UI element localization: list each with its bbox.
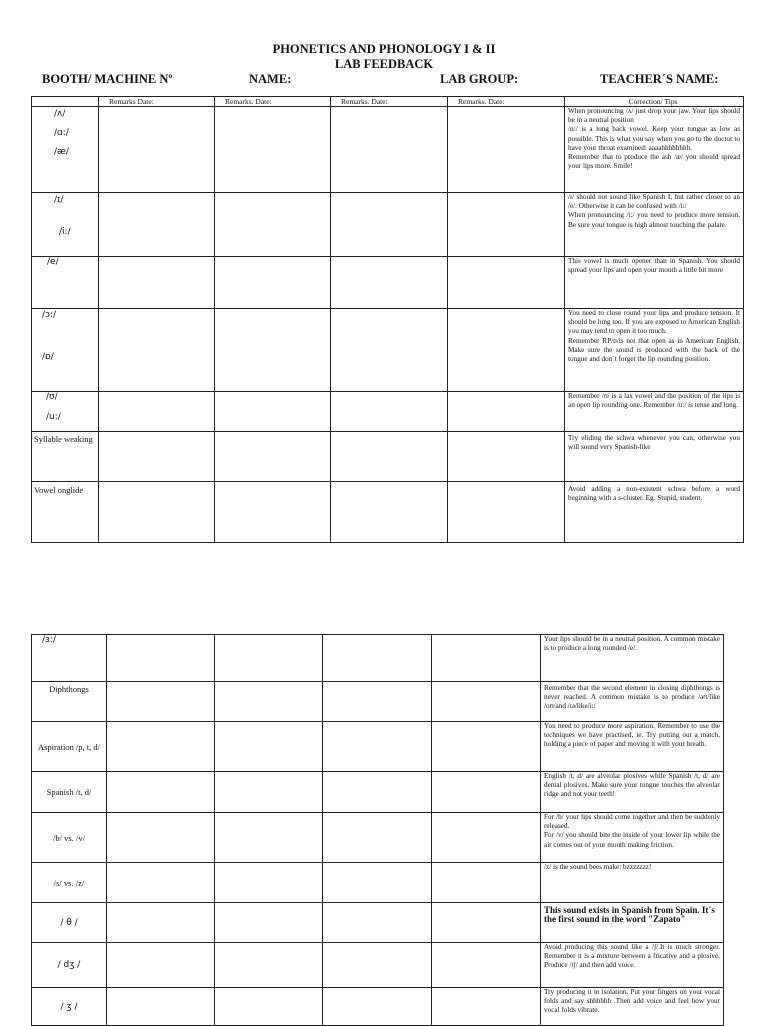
tip-text: Avoid adding a non-existent schwa before a word beginning with a s-cluster. Eg. Stupid, student. [568,485,740,503]
remarks-cell[interactable] [323,813,432,863]
remarks-cell[interactable] [448,257,565,309]
remarks-cell[interactable] [215,257,331,309]
remarks-cell[interactable] [448,309,565,392]
tip-text: /ɪ/ should not sound like Spanish I, but rather closer to an /e/. Otherwise it can be confused with /i:/ [568,193,740,211]
row-label [32,392,99,432]
row-label [32,943,107,988]
remarks-cell[interactable] [107,813,215,863]
tip-text: /ɑ:/ is a long back vowel. Keep your tongue as low as possible. This is what you say when you go to the doctor to have your throat examined: aaaahhhhhhhh. [568,125,740,152]
tip-cell [565,193,744,257]
phoneme-label: /ɒ/ [42,352,54,362]
feedback-table-consonants [31,634,724,1026]
table-row [32,943,724,988]
remarks-cell[interactable] [331,309,448,392]
column-header-blank [32,97,99,107]
column-header-remarks-3: Remarks. Date: [331,97,448,107]
row-label: Syllable weaking [32,432,99,482]
tip-text: Remember /ʊ/ is a lax vowel and the position of the lips is an open lip rounding one. Remember /u:/ is tense and long. [568,392,740,410]
table-row [32,813,724,863]
tip-cell [565,432,744,482]
phoneme-label: /ɜ:/ [42,635,56,645]
phoneme-label: /ʊ/ [46,392,58,402]
lab-group-label: LAB GROUP: [440,72,519,86]
remarks-cell[interactable] [99,107,215,193]
remarks-cell[interactable] [99,257,215,309]
remarks-cell[interactable] [331,432,448,482]
remarks-cell[interactable] [323,988,432,1026]
phoneme-label: /æ/ [54,147,69,157]
table-row [32,193,744,257]
remarks-cell[interactable] [215,482,331,543]
row-label: /b/ vs. /v/ [32,813,107,863]
table-row [32,309,744,392]
phoneme-label: / dʒ / [57,960,81,970]
row-label [32,903,107,943]
remarks-cell[interactable] [215,309,331,392]
remarks-cell[interactable] [331,107,448,193]
remarks-cell[interactable] [99,482,215,543]
tip-text: /z/ is the sound bees make: bzzzzzzz! [544,863,652,871]
tip-text: Your lips should be in a neutral position. A common mistake is to produce a long rounded /e/. [544,635,720,653]
remarks-cell[interactable] [432,772,541,813]
remarks-cell[interactable] [323,903,432,943]
remarks-cell[interactable] [107,903,215,943]
table-row [32,635,724,682]
remarks-cell[interactable] [107,772,215,813]
tip-cell [541,682,724,722]
phoneme-label: /u:/ [46,412,61,422]
remarks-cell[interactable] [107,988,215,1026]
remarks-cell[interactable] [331,482,448,543]
remarks-cell[interactable] [107,635,215,682]
tip-cell [541,722,724,772]
remarks-cell[interactable] [99,193,215,257]
tip-cell [541,772,724,813]
table-row [32,682,724,722]
remarks-cell[interactable] [107,943,215,988]
column-header-tips: Correction/ Tips [565,97,744,107]
table-row [32,482,744,543]
remarks-cell[interactable] [99,432,215,482]
table-row [32,432,744,482]
column-header-row [32,97,744,107]
remarks-cell[interactable] [323,943,432,988]
row-label: Spanish /t, d/ [32,772,107,813]
feedback-table-vowels [31,96,744,543]
remarks-cell[interactable] [215,432,331,482]
remarks-cell[interactable] [432,863,541,903]
phoneme-label: /i:/ [59,227,71,237]
tip-text: Avoid producing this sound like a /ʃ/.It is much stronger. Remember it is a mixture between a fricative and a plosive. Produce /tʃ/ and then add voice. [544,943,720,970]
remarks-cell[interactable] [448,107,565,193]
table-row [32,772,724,813]
row-label: Vowel onglide [32,482,99,543]
phoneme-label: /e/ [47,257,59,267]
phoneme-label: /ɔ:/ [42,310,57,320]
remarks-cell[interactable] [323,682,432,722]
phoneme-label: /ʌ/ [54,109,66,119]
tip-text: Remember that to produce the ash /æ/ you should spread your lips more. Smile! [568,153,740,171]
tip-cell [565,392,744,432]
remarks-cell[interactable] [215,943,323,988]
remarks-cell[interactable] [448,392,565,432]
row-label [32,257,99,309]
tip-text: Try eliding the schwa whenever you can, otherwise you will sound very Spanish-like [568,434,740,452]
remarks-cell[interactable] [331,392,448,432]
table-row [32,903,724,943]
column-header-remarks-2: Remarks. Date: [215,97,331,107]
document-title: PHONETICS AND PHONOLOGY I & II [272,42,496,56]
tip-text: Remember that the second element in closing diphthongs is never reached. A common mistake is to produce /əʊ/like /oʊ/and /ɪə/like/i:/ [544,684,720,711]
tip-text: When pronouncing /ʌ/ just drop your jaw. Your lips should be in a neutral position [568,107,740,125]
table-row [32,722,724,772]
phoneme-label: / θ / [60,917,78,928]
name-label: NAME: [249,72,292,86]
remarks-cell[interactable] [432,635,541,682]
remarks-cell[interactable] [448,482,565,543]
remarks-cell[interactable] [215,193,331,257]
phoneme-label: /ɪ/ [54,195,64,205]
row-label [32,107,99,193]
document-subtitle: LAB FEEDBACK [334,57,434,71]
remarks-cell[interactable] [323,722,432,772]
phoneme-label: / ʒ / [60,1001,78,1012]
tip-text: For /v/ you should bite the inside of your lower lip while the air comes out of your mouth making friction. [544,831,720,849]
row-label [32,988,107,1026]
tip-cell [541,813,724,863]
remarks-cell[interactable] [215,813,323,863]
remarks-cell[interactable] [331,193,448,257]
remarks-cell[interactable] [331,257,448,309]
tip-text: This sound exists in Spanish from Spain. It´s the first sound in the word "Zapato" [544,905,715,924]
tip-text: For /b/ your lips should come together and then be suddenly released. [544,813,720,831]
row-label: /s/ vs. /z/ [32,863,107,903]
tip-cell [541,863,724,903]
table-row [32,863,724,903]
remarks-cell[interactable] [99,309,215,392]
tip-cell [565,309,744,392]
phoneme-label: /ɑ:/ [54,128,69,138]
row-label: Aspiration /p, t, d/ [32,722,107,772]
row-label: Diphthongs [32,682,107,722]
remarks-cell[interactable] [107,722,215,772]
remarks-cell[interactable] [215,903,323,943]
remarks-cell[interactable] [448,193,565,257]
remarks-cell[interactable] [107,682,215,722]
remarks-cell[interactable] [448,432,565,482]
tip-cell [541,635,724,682]
tip-cell [541,943,724,988]
tip-cell [565,107,744,193]
remarks-cell[interactable] [215,635,323,682]
remarks-cell[interactable] [215,107,331,193]
remarks-cell[interactable] [215,772,323,813]
remarks-cell[interactable] [107,863,215,903]
table-row [32,257,744,309]
remarks-cell[interactable] [432,988,541,1026]
remarks-cell[interactable] [432,903,541,943]
row-label [32,193,99,257]
tip-text: Remember RP/ɒ/is not that open as in American English. Make sure the sound is produced with the back of the tongue and don´t forget the lip rounding position. [568,336,740,364]
tip-cell [565,257,744,309]
tip-text: English /t, d/ are alveolar plosives while Spanish /t, d/ are dental plosives. Make sure your tongue touches the alveolar ridge and not your teeth! [544,772,720,799]
tip-cell [541,988,724,1026]
row-label [32,635,107,682]
booth-label: BOOTH/ MACHINE Nº [42,72,173,86]
column-header-remarks-1: Remarks Date: [99,97,215,107]
tip-text: You need to produce more aspiration. Remember to use the techniques we have practised, ie. Try putting out a match, holding a piece of paper and moving it with your breath. [544,722,720,749]
remarks-cell[interactable] [215,863,323,903]
remarks-cell[interactable] [215,392,331,432]
teacher-name-label: TEACHER´S NAME: [600,72,719,86]
remarks-cell[interactable] [432,722,541,772]
row-label [32,309,99,392]
remarks-cell[interactable] [432,943,541,988]
tip-text: You need to close round your lips and produce tension. It should be long too. If you are exposed to American English you may tend to open it too much. [568,309,740,336]
tip-text: This vowel is much opener than in Spanish. You should spread your lips and open your mouth a little bit more [568,257,740,275]
remarks-cell[interactable] [323,635,432,682]
remarks-cell[interactable] [432,813,541,863]
table-row [32,988,724,1026]
remarks-cell[interactable] [99,392,215,432]
table-row [32,392,744,432]
remarks-cell[interactable] [215,988,323,1026]
tip-text: Try producing it in isolation. Put your fingers on your vocal folds and say shhhhhh .Then add voice and feel how your vocal folds vibrate. [544,988,720,1015]
column-header-remarks-4: Remarks. Date: [448,97,565,107]
remarks-cell[interactable] [432,682,541,722]
remarks-cell[interactable] [215,682,323,722]
tip-text: When pronouncing /i:/ you need to produce more tension. Be sure your tongue is high almost touching the palate. [568,211,740,229]
tip-cell [541,903,724,943]
remarks-cell[interactable] [323,772,432,813]
remarks-cell[interactable] [215,722,323,772]
remarks-cell[interactable] [323,863,432,903]
tip-cell [565,482,744,543]
table-row [32,107,744,193]
